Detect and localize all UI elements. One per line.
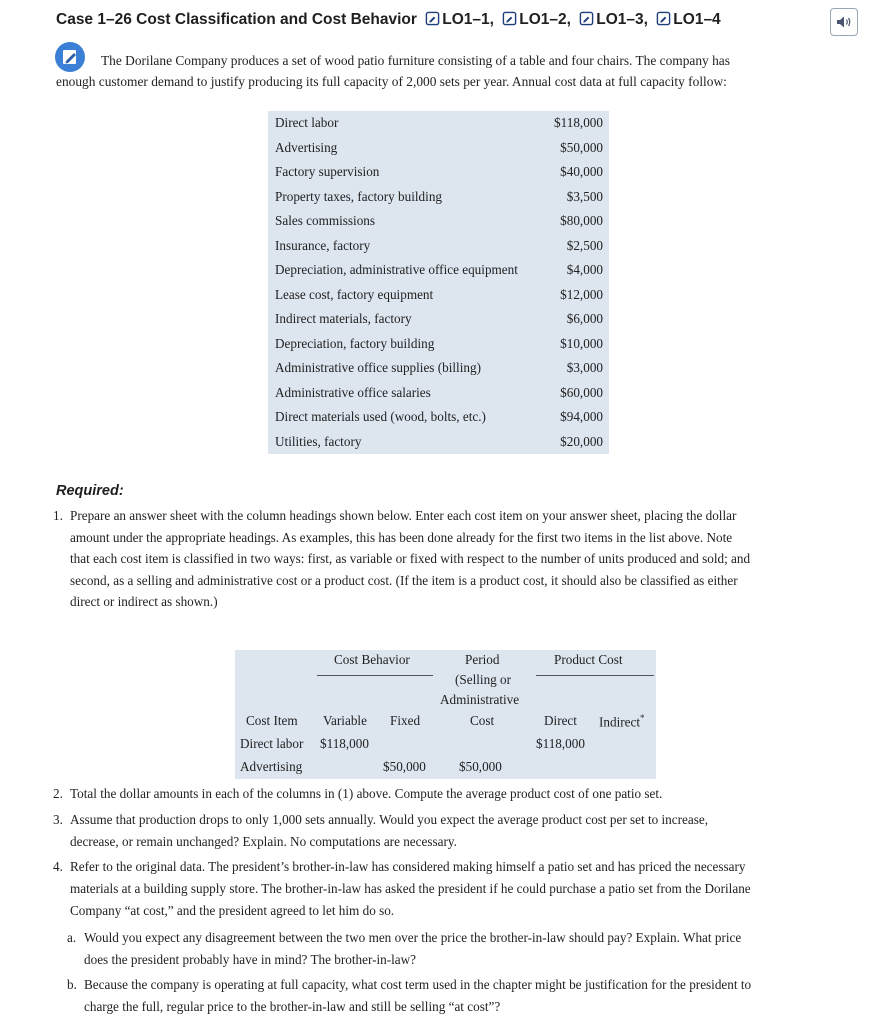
col-variable: Variable bbox=[323, 713, 367, 728]
question-4a bbox=[67, 927, 827, 971]
row-item: Direct labor bbox=[240, 736, 304, 751]
cost-value: $6,000 bbox=[566, 311, 603, 326]
header-cost-behavior: Cost Behavior bbox=[334, 652, 410, 667]
cost-value: $4,000 bbox=[566, 262, 603, 277]
cost-label: Depreciation, administrative office equipment bbox=[275, 262, 518, 277]
table-row bbox=[268, 333, 609, 357]
cost-value: $2,500 bbox=[566, 237, 603, 253]
learning-objective-icon bbox=[425, 11, 440, 26]
row-direct: $118,000 bbox=[536, 736, 585, 751]
question-line: Refer to the original data. The president’s brother-in-law has considered making himself a patio set and has priced the necessary bbox=[70, 859, 746, 874]
question-4 bbox=[53, 856, 833, 922]
question-line: second, as a selling and administrative cost or a product cost. (If the item is a product cost, it should also be classified as either bbox=[70, 572, 738, 588]
learning-objective-link-4[interactable] bbox=[656, 11, 720, 29]
table-row bbox=[268, 431, 609, 455]
question-line: charge the full, regular price to the brother-in-law and still be selling “at cost”? bbox=[84, 999, 501, 1014]
question-number: a. bbox=[67, 930, 77, 945]
learning-objective-label: LO1–3, bbox=[596, 11, 648, 28]
table-row bbox=[268, 308, 609, 332]
cost-value: $50,000 bbox=[560, 139, 603, 155]
required-heading: Required: bbox=[56, 483, 124, 499]
cost-label: Administrative office supplies (billing) bbox=[275, 360, 481, 375]
cost-label: Advertising bbox=[275, 139, 338, 155]
header-product-cost: Product Cost bbox=[554, 652, 623, 667]
table-row bbox=[268, 382, 609, 406]
question-line: decrease, or remain unchanged? Explain. No computations are necessary. bbox=[70, 834, 457, 849]
annual-cost-table bbox=[268, 111, 609, 454]
header-underline bbox=[317, 675, 433, 676]
table-row bbox=[268, 210, 609, 234]
question-2 bbox=[53, 783, 833, 805]
question-line: amount under the appropriate headings. As examples, this has been done already for the first two items in the list above. Note bbox=[70, 529, 733, 545]
question-line: Would you expect any disagreement between the two men over the price the brother-in-law should pay? Explain. What price bbox=[84, 930, 742, 945]
cost-value: $40,000 bbox=[560, 164, 603, 179]
cost-label: Indirect materials, factory bbox=[275, 311, 412, 326]
cost-label: Administrative office salaries bbox=[275, 384, 431, 400]
question-number: 3. bbox=[53, 812, 63, 827]
cost-value: $94,000 bbox=[560, 409, 603, 424]
header-underline bbox=[536, 675, 654, 676]
question-number: 4. bbox=[53, 859, 63, 874]
cost-value: $12,000 bbox=[560, 286, 603, 302]
col-period-cost: Cost bbox=[470, 713, 495, 728]
intro-line: enough customer demand to justify producing its full capacity of 2,000 sets per year. Annual cost data at full capacity follow: bbox=[56, 74, 727, 89]
cost-value: $60,000 bbox=[560, 384, 603, 400]
learning-objective-icon bbox=[502, 11, 517, 26]
intro-paragraph bbox=[56, 44, 816, 99]
row-variable: $118,000 bbox=[320, 736, 369, 751]
table-row bbox=[268, 259, 609, 283]
speaker-icon bbox=[836, 15, 852, 29]
question-line: materials at a building supply store. The brother-in-law has asked the president if he could purchase a patio set from the Dorilane bbox=[70, 881, 751, 896]
intro-line: The Dorilane Company produces a set of wood patio furniture consisting of a table and four chairs. The company has bbox=[101, 53, 730, 68]
question-number: b. bbox=[67, 977, 77, 992]
question-line: Company “at cost,” and the president agreed to let him do so. bbox=[70, 903, 395, 918]
table-row bbox=[268, 161, 609, 185]
table-row bbox=[268, 137, 609, 161]
cost-label: Factory supervision bbox=[275, 164, 380, 179]
table-row bbox=[268, 112, 609, 136]
cost-label: Lease cost, factory equipment bbox=[275, 286, 434, 302]
cost-label: Insurance, factory bbox=[275, 237, 371, 253]
cost-label: Direct labor bbox=[275, 115, 339, 130]
cost-label: Depreciation, factory building bbox=[275, 335, 435, 351]
question-1 bbox=[53, 505, 813, 613]
col-fixed: Fixed bbox=[390, 713, 421, 728]
question-line: direct or indirect as shown.) bbox=[70, 594, 218, 609]
question-line: Prepare an answer sheet with the column headings shown below. Enter each cost item on your answer sheet, placing the dollar bbox=[70, 508, 737, 523]
learning-objective-icon bbox=[656, 11, 671, 26]
cost-value: $20,000 bbox=[560, 433, 603, 449]
cost-label: Sales commissions bbox=[275, 213, 376, 228]
table-row bbox=[268, 357, 609, 381]
table-row bbox=[268, 235, 609, 259]
footnote-mark: * bbox=[640, 713, 645, 723]
col-indirect bbox=[599, 713, 645, 730]
cost-value: $118,000 bbox=[554, 115, 603, 130]
header-period-line: (Selling or bbox=[455, 672, 512, 687]
cost-value: $80,000 bbox=[560, 213, 603, 228]
col-indirect-label: Indirect bbox=[599, 714, 641, 730]
cost-label: Property taxes, factory building bbox=[275, 188, 443, 204]
question-number: 1. bbox=[53, 508, 63, 523]
table-row bbox=[268, 186, 609, 210]
col-cost-item: Cost Item bbox=[246, 713, 298, 728]
case-title-row bbox=[56, 11, 721, 29]
question-line: that each cost item is classified in two ways: first, as variable or fixed with respect to the number of units produced and sold; and bbox=[70, 551, 751, 566]
row-item: Advertising bbox=[240, 759, 303, 774]
learning-objective-link-2[interactable] bbox=[502, 11, 571, 29]
question-3 bbox=[53, 809, 833, 853]
table-row bbox=[268, 406, 609, 430]
learning-objective-link-1[interactable] bbox=[425, 11, 494, 29]
header-period-line: Period bbox=[465, 652, 500, 667]
header-period-line: Administrative bbox=[440, 692, 520, 707]
cost-value: $3,000 bbox=[566, 360, 603, 375]
question-4b bbox=[67, 974, 827, 1018]
read-aloud-button[interactable] bbox=[830, 8, 858, 36]
learning-objective-icon bbox=[579, 11, 594, 26]
learning-objective-link-3[interactable] bbox=[579, 11, 648, 29]
row-fixed: $50,000 bbox=[383, 759, 426, 774]
question-line: Because the company is operating at full capacity, what cost term used in the chapter might be justification for the president to bbox=[84, 977, 752, 992]
table-row bbox=[268, 284, 609, 308]
learning-objective-label: LO1–1, bbox=[442, 11, 494, 28]
cost-label: Utilities, factory bbox=[275, 433, 362, 449]
question-line: Total the dollar amounts in each of the columns in (1) above. Compute the average product cost of one patio set. bbox=[70, 786, 663, 801]
question-line: Assume that production drops to only 1,000 sets annually. Would you expect the average product cost per set to increase, bbox=[70, 812, 709, 827]
cost-value: $3,500 bbox=[566, 188, 603, 204]
cost-label: Direct materials used (wood, bolts, etc.) bbox=[275, 409, 486, 424]
case-title: Case 1–26 Cost Classification and Cost Behavior bbox=[56, 11, 417, 28]
learning-objective-label: LO1–2, bbox=[519, 11, 571, 28]
answer-sheet-table bbox=[235, 650, 656, 779]
question-line: does the president probably have in mind? The brother-in-law? bbox=[84, 952, 417, 967]
col-direct: Direct bbox=[544, 713, 577, 728]
question-number: 2. bbox=[53, 786, 63, 801]
cost-value: $10,000 bbox=[560, 335, 603, 351]
row-period: $50,000 bbox=[459, 759, 502, 774]
learning-objective-label: LO1–4 bbox=[673, 11, 721, 28]
